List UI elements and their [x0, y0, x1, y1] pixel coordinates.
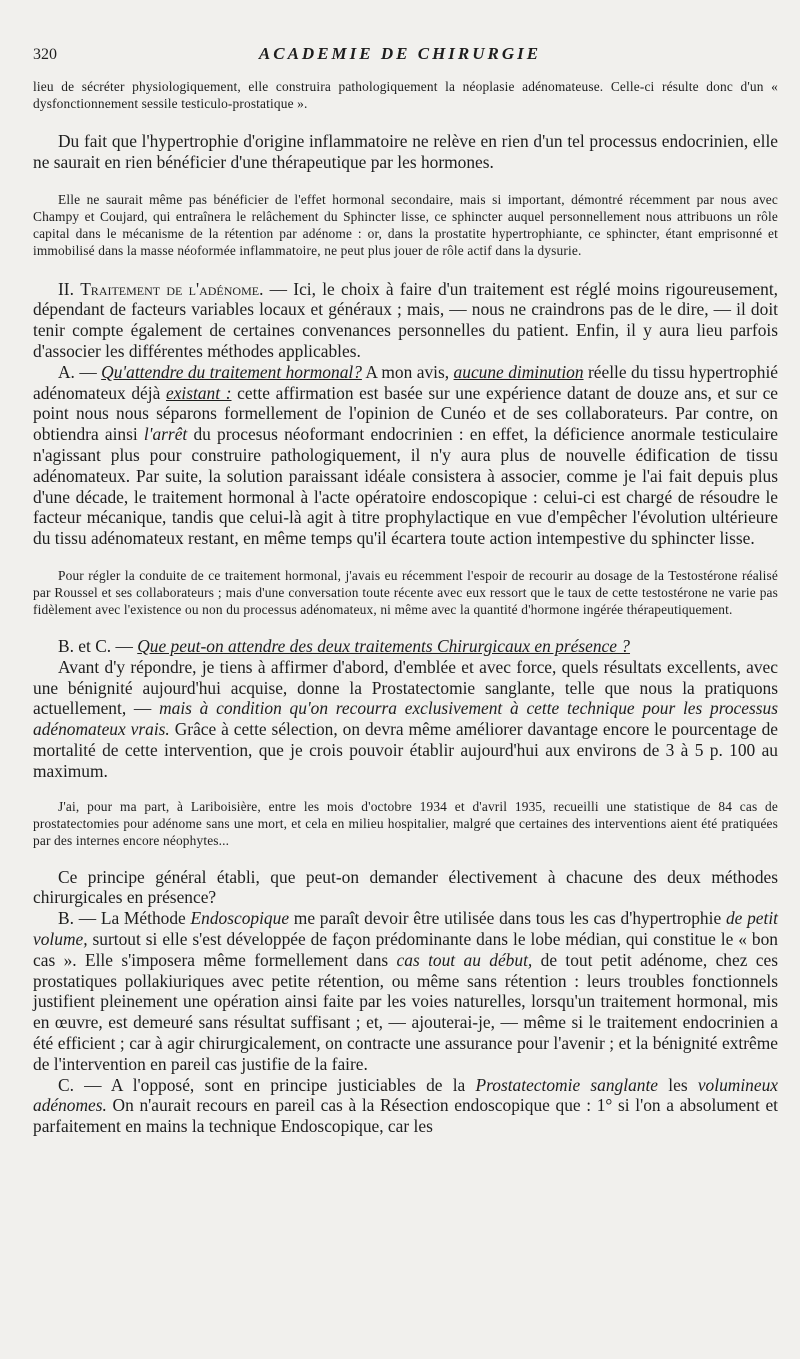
- emphasized-text: Que peut-on attendre des deux traitements Chirurgicaux en présence ?: [137, 635, 631, 656]
- text-run: réelle du tissu hypertrophié adénomateux déjà: [33, 361, 779, 403]
- paragraph-testosterone-note: [33, 567, 778, 618]
- emphasized-text: Qu'attendre du traitement hormonal?: [101, 361, 362, 382]
- text-run: cette affirmation est basée sur une expérience datant de douze ans, et sur ce point nous nous séparons formellement de l'opinion de Cunéo et de ses collaborateurs. Par contre, on obtiendra ainsi: [33, 382, 779, 445]
- text-run: Du fait que l'hypertrophie d'origine inflammatoire ne relève en rien d'un tel processus endocrinien, elle ne saurait en rien bénéficier d'une thérapeutique par les hormones.: [33, 131, 778, 172]
- text-run: B. et C. —: [58, 635, 138, 656]
- text-run: Grâce à cette sélection, on devra même améliorer davantage encore le pourcentage de mortalité de cette intervention, que je crois pouvoir établir aujourd'hui aux environs de 3 à 5 p. 100 au maximum.: [33, 719, 778, 781]
- paragraph-principe-general: [33, 867, 778, 909]
- text-run: — Ici, le choix à faire d'un traitement est réglé moins rigoureusement, dépendant de facteurs variables locaux et généraux ; mais, — nous ne craindrons pas de le dire, — il doit tenir compte également de certaines convenances personnelles du patient. Enfin, il y aura lieu parfois d'associer les différentes méthodes applicables.: [33, 278, 778, 361]
- emphasized-text: Traitement de l'adénome.: [80, 278, 264, 299]
- paragraph-traitements-chirurgicaux-heading: [33, 636, 778, 657]
- text-run: A mon avis,: [361, 361, 454, 382]
- emphasized-text: Endoscopique: [190, 908, 290, 929]
- paragraph-2: [33, 131, 778, 173]
- text-run: du procesus néoformant endocrinien : en effet, la déficience anormale testiculaire n'agissant plus pour construire pathologiquement, il n'y aura plus de nouvelle édification de tissu adénomateux. Par suite, la solution paraissant idéale consistera à associer, comme je l'ai fait depuis plus d'une décade, le traitement hormonal à l'acte opératoire endoscopique : celui-ci est chargé de résoudre le facteur mécanique, tandis que celui-là agit à titre prophylactique en vue d'empêcher l'évolution ultérieure du tissu adénomateux restant, en même temps qu'il écartera toute action intempestive du sphincter lisse.: [33, 424, 779, 549]
- emphasized-text: cas tout au début,: [396, 949, 533, 970]
- body-text: [33, 78, 778, 1137]
- text-run: Elle ne saurait même pas bénéficier de l'effet hormonal secondaire, mais si important, démontré récemment par nous avec Champy et Coujard, qui entraînera le relâchement du Sphincter lisse, ce sphincter auquel personnellement nous attribuons un rôle capital dans le mécanisme de la rétention par adénome : or, dans la prostatite hypertrophiante, ce sphincter, étant emprisonné et immobilisé dans la masse néoformée inflammatoire, ne peut plus jouer de rôle actif dans la dysurie.: [33, 191, 778, 258]
- emphasized-text: Prostatectomie sanglante: [475, 1074, 659, 1095]
- text-run: me paraît devoir être utilisée dans tous les cas d'hypertrophie: [289, 908, 726, 929]
- emphasized-text: de petit volume,: [33, 908, 779, 949]
- emphasized-text: existant :: [165, 382, 232, 403]
- paragraph-prostatectomie: [33, 657, 778, 782]
- page-number: 320: [33, 46, 57, 63]
- text-run: surtout si elle s'est développée de façon prédominante dans le lobe médian, qui constitue le « bon cas ». Elle s'imposera même formellement dans: [33, 928, 778, 970]
- text-run: J'ai, pour ma part, à Lariboisière, entre les mois d'octobre 1934 et d'avril 1935, recueilli une statistique de 84 cas de prostatectomies pour adénome sans une mort, et cela en milieu hospitalier, malgré que certaines des interventions aient été pratiquées par des internes encore néophytes...: [33, 798, 778, 848]
- paragraph-traitement-hormonal: [33, 362, 778, 549]
- emphasized-text: volumineux adénomes.: [33, 1074, 778, 1116]
- text-run: lieu de sécréter physiologiquement, elle construira pathologiquement la néoplasie adénomateuse. Celle-ci résulte donc d'un « dysfonctionnement sessile testiculo-prostatique ».: [33, 79, 778, 111]
- paragraph-1: [33, 78, 778, 112]
- emphasized-text: aucune diminution: [453, 361, 584, 382]
- text-run: A. —: [58, 361, 102, 382]
- emphasized-text: l'arrêt: [143, 424, 188, 445]
- paragraph-methode-endoscopique: [33, 908, 778, 1074]
- text-run: Pour régler la conduite de ce traitement hormonal, j'avais eu récemment l'espoir de recourir au dosage de la Testostérone réalisé par Roussel et ses collaborateurs ; mais d'une conversation toute récente avec eux ressort que le taux de cette testostérone ne varie pas fidèlement avec l'existence ou non du processus adénomateux, ni même avec la quantité d'hormone ingérée thérapeutiquement.: [33, 567, 778, 617]
- text-run: Avant d'y répondre, je tiens à affirmer d'abord, d'emblée et avec force, quels résultats excellents, avec une bénignité aujourd'hui acquise, donne la Prostatectomie sanglante, telle que nous la pratiquons actuellement, —: [33, 656, 778, 719]
- text-run: de tout petit adénome, chez ces prostatiques pollakiuriques avec petite rétention, ou même sans rétention : leurs troubles fonctionnels justifient pleinement une opération ainsi faite par les voies naturelles, lorsqu'un traitement hormonal, mis en œuvre, est demeuré sans résultat suffisant ; et, — ajouterai-je, — même si le traitement endocrinien a été efficient ; car à agir chirurgicalement, on contracte une assurance pour l'avenir ; et la bénignité extrême de l'intervention en pareil cas justifie de la faire.: [33, 949, 779, 1074]
- running-title: ACADEMIE DE CHIRURGIE: [258, 44, 542, 63]
- text-run: B. — La Méthode: [58, 908, 191, 929]
- paragraph-statistique-note: [33, 798, 778, 849]
- text-run: les: [658, 1074, 698, 1095]
- emphasized-text: mais à condition qu'on recourra exclusivement à cette technique pour les processus adénomateux vrais.: [33, 698, 778, 740]
- paragraph-traitement-adenome: [33, 279, 778, 362]
- text-run: C. — A l'opposé, sont en principe justiciables de la: [58, 1074, 476, 1095]
- text-run: II.: [58, 278, 81, 299]
- page-header: [33, 40, 767, 68]
- paragraph-prostatectomie-sanglante: [33, 1075, 778, 1137]
- text-run: On n'aurait recours en pareil cas à la Résection endoscopique que : 1° si l'on a absolument et parfaitement en mains la technique Endoscopique, car les: [33, 1095, 778, 1137]
- paragraph-3: [33, 191, 778, 259]
- text-run: Ce principe général établi, que peut-on demander électivement à chacune des deux méthodes chirurgicales en présence?: [33, 866, 778, 908]
